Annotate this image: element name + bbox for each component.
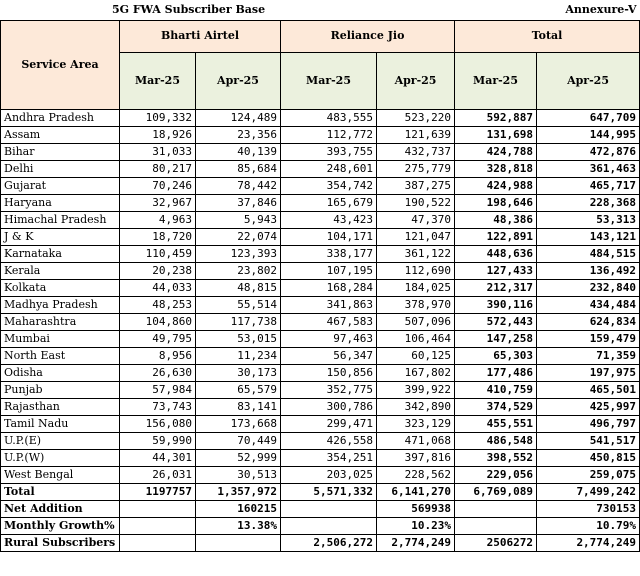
value-cell: 97,463: [281, 330, 377, 347]
value-cell: 56,347: [281, 347, 377, 364]
value-cell: 455,551: [455, 415, 537, 432]
value-cell: 22,074: [196, 228, 281, 245]
value-cell: 165,679: [281, 194, 377, 211]
value-cell: 83,141: [196, 398, 281, 415]
table-row: [1, 415, 640, 432]
group-header-reliance-jio: Reliance Jio: [281, 20, 455, 52]
value-cell: [281, 500, 377, 517]
value-cell: 486,548: [455, 432, 537, 449]
table-row: [1, 211, 640, 228]
value-cell: 300,786: [281, 398, 377, 415]
value-cell: 259,075: [537, 466, 640, 483]
value-cell: 26,031: [120, 466, 196, 483]
value-cell: 55,514: [196, 296, 281, 313]
service-area-cell: Assam: [1, 126, 120, 143]
service-area-cell: Rural Subscribers: [1, 534, 120, 551]
month-header: Apr-25: [377, 52, 455, 109]
value-cell: 18,926: [120, 126, 196, 143]
table-row: [1, 262, 640, 279]
value-cell: 569938: [377, 500, 455, 517]
value-cell: 203,025: [281, 466, 377, 483]
value-cell: 730153: [537, 500, 640, 517]
value-cell: 65,303: [455, 347, 537, 364]
service-area-cell: Delhi: [1, 160, 120, 177]
service-area-cell: Haryana: [1, 194, 120, 211]
value-cell: 57,984: [120, 381, 196, 398]
service-area-cell: U.P.(W): [1, 449, 120, 466]
value-cell: 70,449: [196, 432, 281, 449]
value-cell: 117,738: [196, 313, 281, 330]
table-row: [1, 449, 640, 466]
service-area-cell: Monthly Growth%: [1, 517, 120, 534]
summary-row: [1, 483, 640, 500]
value-cell: 32,967: [120, 194, 196, 211]
table-row: [1, 347, 640, 364]
value-cell: 40,139: [196, 143, 281, 160]
table-row: [1, 398, 640, 415]
value-cell: 354,251: [281, 449, 377, 466]
value-cell: 212,317: [455, 279, 537, 296]
value-cell: 85,684: [196, 160, 281, 177]
service-area-cell: Rajasthan: [1, 398, 120, 415]
value-cell: 4,963: [120, 211, 196, 228]
value-cell: 198,646: [455, 194, 537, 211]
service-area-cell: Tamil Nadu: [1, 415, 120, 432]
value-cell: 6,141,270: [377, 483, 455, 500]
value-cell: 30,513: [196, 466, 281, 483]
value-cell: 53,015: [196, 330, 281, 347]
service-area-cell: U.P.(E): [1, 432, 120, 449]
annexure-label: Annexure-V: [565, 2, 637, 16]
summary-row: [1, 534, 640, 551]
value-cell: 18,720: [120, 228, 196, 245]
value-cell: 410,759: [455, 381, 537, 398]
value-cell: 127,433: [455, 262, 537, 279]
table-row: [1, 143, 640, 160]
value-cell: 106,464: [377, 330, 455, 347]
value-cell: 123,393: [196, 245, 281, 262]
month-header: Mar-25: [455, 52, 537, 109]
value-cell: 471,068: [377, 432, 455, 449]
value-cell: 124,489: [196, 109, 281, 126]
header-row-groups: [1, 20, 640, 52]
service-area-cell: Mumbai: [1, 330, 120, 347]
service-area-header: Service Area: [1, 20, 120, 109]
value-cell: 80,217: [120, 160, 196, 177]
value-cell: 48,386: [455, 211, 537, 228]
value-cell: 425,997: [537, 398, 640, 415]
value-cell: 361,463: [537, 160, 640, 177]
service-area-cell: North East: [1, 347, 120, 364]
value-cell: 147,258: [455, 330, 537, 347]
value-cell: 507,096: [377, 313, 455, 330]
table-row: [1, 381, 640, 398]
value-cell: 397,816: [377, 449, 455, 466]
value-cell: 2506272: [455, 534, 537, 551]
service-area-cell: Madhya Pradesh: [1, 296, 120, 313]
value-cell: 112,690: [377, 262, 455, 279]
service-area-cell: Kolkata: [1, 279, 120, 296]
value-cell: 11,234: [196, 347, 281, 364]
value-cell: 361,122: [377, 245, 455, 262]
value-cell: 26,630: [120, 364, 196, 381]
value-cell: 71,359: [537, 347, 640, 364]
summary-row: [1, 517, 640, 534]
value-cell: 23,802: [196, 262, 281, 279]
value-cell: 378,970: [377, 296, 455, 313]
service-area-cell: J & K: [1, 228, 120, 245]
table-row: [1, 279, 640, 296]
value-cell: [455, 500, 537, 517]
value-cell: 393,755: [281, 143, 377, 160]
value-cell: 624,834: [537, 313, 640, 330]
value-cell: 341,863: [281, 296, 377, 313]
value-cell: 465,717: [537, 177, 640, 194]
value-cell: 2,774,249: [377, 534, 455, 551]
value-cell: 104,860: [120, 313, 196, 330]
service-area-cell: Total: [1, 483, 120, 500]
value-cell: 121,047: [377, 228, 455, 245]
value-cell: 20,238: [120, 262, 196, 279]
value-cell: 10.23%: [377, 517, 455, 534]
value-cell: 229,056: [455, 466, 537, 483]
service-area-cell: Maharashtra: [1, 313, 120, 330]
value-cell: 7,499,242: [537, 483, 640, 500]
value-cell: 426,558: [281, 432, 377, 449]
month-header: Mar-25: [120, 52, 196, 109]
value-cell: 53,313: [537, 211, 640, 228]
value-cell: 144,995: [537, 126, 640, 143]
value-cell: 2,774,249: [537, 534, 640, 551]
value-cell: 342,890: [377, 398, 455, 415]
value-cell: 592,887: [455, 109, 537, 126]
table-row: [1, 364, 640, 381]
value-cell: 1197757: [120, 483, 196, 500]
value-cell: 30,173: [196, 364, 281, 381]
value-cell: [120, 534, 196, 551]
value-cell: 160215: [196, 500, 281, 517]
value-cell: 434,484: [537, 296, 640, 313]
value-cell: 354,742: [281, 177, 377, 194]
value-cell: 5,943: [196, 211, 281, 228]
value-cell: 112,772: [281, 126, 377, 143]
table-row: [1, 109, 640, 126]
value-cell: 197,975: [537, 364, 640, 381]
value-cell: 338,177: [281, 245, 377, 262]
month-header: Apr-25: [537, 52, 640, 109]
value-cell: 156,080: [120, 415, 196, 432]
value-cell: 248,601: [281, 160, 377, 177]
value-cell: 150,856: [281, 364, 377, 381]
value-cell: 70,246: [120, 177, 196, 194]
value-cell: 78,442: [196, 177, 281, 194]
value-cell: 65,579: [196, 381, 281, 398]
service-area-cell: Andhra Pradesh: [1, 109, 120, 126]
value-cell: 232,840: [537, 279, 640, 296]
value-cell: 450,815: [537, 449, 640, 466]
table-row: [1, 466, 640, 483]
value-cell: 177,486: [455, 364, 537, 381]
service-area-cell: Kerala: [1, 262, 120, 279]
value-cell: 109,332: [120, 109, 196, 126]
value-cell: 432,737: [377, 143, 455, 160]
value-cell: 1,357,972: [196, 483, 281, 500]
value-cell: 647,709: [537, 109, 640, 126]
value-cell: 484,515: [537, 245, 640, 262]
value-cell: 496,797: [537, 415, 640, 432]
value-cell: 8,956: [120, 347, 196, 364]
value-cell: 13.38%: [196, 517, 281, 534]
value-cell: 323,129: [377, 415, 455, 432]
value-cell: 424,988: [455, 177, 537, 194]
table-row: [1, 160, 640, 177]
service-area-cell: Punjab: [1, 381, 120, 398]
value-cell: 136,492: [537, 262, 640, 279]
value-cell: 104,171: [281, 228, 377, 245]
table-row: [1, 177, 640, 194]
value-cell: 5,571,332: [281, 483, 377, 500]
value-cell: 121,639: [377, 126, 455, 143]
value-cell: 47,370: [377, 211, 455, 228]
value-cell: 168,284: [281, 279, 377, 296]
table-row: [1, 296, 640, 313]
value-cell: 399,922: [377, 381, 455, 398]
month-header: Apr-25: [196, 52, 281, 109]
service-area-cell: Bihar: [1, 143, 120, 160]
service-area-cell: Odisha: [1, 364, 120, 381]
service-area-cell: West Bengal: [1, 466, 120, 483]
value-cell: 159,479: [537, 330, 640, 347]
value-cell: 424,788: [455, 143, 537, 160]
value-cell: [196, 534, 281, 551]
value-cell: 390,116: [455, 296, 537, 313]
value-cell: 110,459: [120, 245, 196, 262]
value-cell: 48,815: [196, 279, 281, 296]
service-area-cell: Karnataka: [1, 245, 120, 262]
value-cell: 49,795: [120, 330, 196, 347]
value-cell: 523,220: [377, 109, 455, 126]
table-body: [1, 109, 640, 551]
value-cell: [455, 517, 537, 534]
table-row: [1, 245, 640, 262]
value-cell: 48,253: [120, 296, 196, 313]
value-cell: 541,517: [537, 432, 640, 449]
value-cell: 173,668: [196, 415, 281, 432]
value-cell: 60,125: [377, 347, 455, 364]
value-cell: 44,301: [120, 449, 196, 466]
group-header-total: Total: [455, 20, 640, 52]
table-row: [1, 228, 640, 245]
value-cell: 467,583: [281, 313, 377, 330]
table-row: [1, 126, 640, 143]
table-row: [1, 313, 640, 330]
table-row: [1, 194, 640, 211]
title-row: [1, 0, 640, 20]
table-title: 5G FWA Subscriber Base: [111, 2, 266, 16]
value-cell: 472,876: [537, 143, 640, 160]
value-cell: 465,501: [537, 381, 640, 398]
value-cell: 352,775: [281, 381, 377, 398]
value-cell: 2,506,272: [281, 534, 377, 551]
value-cell: 184,025: [377, 279, 455, 296]
value-cell: 228,368: [537, 194, 640, 211]
value-cell: 143,121: [537, 228, 640, 245]
value-cell: 167,802: [377, 364, 455, 381]
value-cell: 107,195: [281, 262, 377, 279]
service-area-cell: Net Addition: [1, 500, 120, 517]
value-cell: 448,636: [455, 245, 537, 262]
value-cell: 31,033: [120, 143, 196, 160]
service-area-cell: Gujarat: [1, 177, 120, 194]
value-cell: 228,562: [377, 466, 455, 483]
value-cell: 44,033: [120, 279, 196, 296]
value-cell: 6,769,089: [455, 483, 537, 500]
value-cell: 73,743: [120, 398, 196, 415]
value-cell: [120, 500, 196, 517]
value-cell: 122,891: [455, 228, 537, 245]
value-cell: 374,529: [455, 398, 537, 415]
value-cell: 328,818: [455, 160, 537, 177]
service-area-cell: Himachal Pradesh: [1, 211, 120, 228]
value-cell: 23,356: [196, 126, 281, 143]
value-cell: 43,423: [281, 211, 377, 228]
month-header: Mar-25: [281, 52, 377, 109]
table-row: [1, 330, 640, 347]
value-cell: 483,555: [281, 109, 377, 126]
value-cell: 52,999: [196, 449, 281, 466]
value-cell: 190,522: [377, 194, 455, 211]
value-cell: [281, 517, 377, 534]
group-header-bharti-airtel: Bharti Airtel: [120, 20, 281, 52]
value-cell: 59,990: [120, 432, 196, 449]
value-cell: 299,471: [281, 415, 377, 432]
value-cell: 37,846: [196, 194, 281, 211]
table-row: [1, 432, 640, 449]
summary-row: [1, 500, 640, 517]
value-cell: 387,275: [377, 177, 455, 194]
value-cell: [120, 517, 196, 534]
value-cell: 131,698: [455, 126, 537, 143]
value-cell: 398,552: [455, 449, 537, 466]
value-cell: 10.79%: [537, 517, 640, 534]
value-cell: 275,779: [377, 160, 455, 177]
value-cell: 572,443: [455, 313, 537, 330]
